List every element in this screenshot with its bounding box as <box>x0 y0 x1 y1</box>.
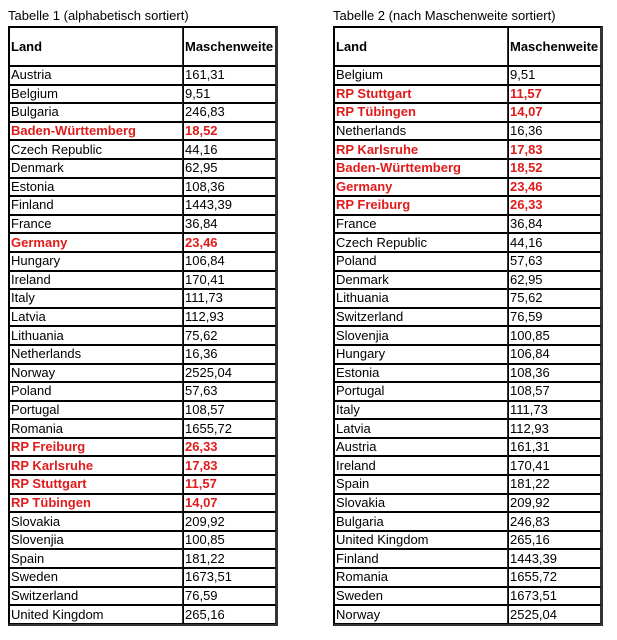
cell-maschenweite: 106,84 <box>183 252 276 271</box>
cell-maschenweite: 17,83 <box>508 140 601 159</box>
cell-land: Germany <box>9 233 183 252</box>
cell-maschenweite: 108,36 <box>183 178 276 197</box>
cell-land: Lithuania <box>9 326 183 345</box>
cell-maschenweite: 100,85 <box>508 326 601 345</box>
cell-maschenweite: 23,46 <box>508 178 601 197</box>
cell-land: Poland <box>334 252 508 271</box>
cell-land: Italy <box>9 289 183 308</box>
cell-maschenweite: 111,73 <box>508 401 601 420</box>
cell-land: Netherlands <box>9 345 183 364</box>
table-row <box>9 587 276 606</box>
cell-maschenweite: 62,95 <box>508 271 601 290</box>
cell-maschenweite: 17,83 <box>183 456 276 475</box>
cell-maschenweite: 9,51 <box>183 85 276 104</box>
cell-maschenweite: 112,93 <box>508 419 601 438</box>
cell-maschenweite: 170,41 <box>508 456 601 475</box>
cell-land: Norway <box>9 364 183 383</box>
table-row <box>9 178 276 197</box>
cell-land: Spain <box>334 475 508 494</box>
cell-land: RP Stuttgart <box>334 85 508 104</box>
table-row <box>9 364 276 383</box>
cell-maschenweite: 75,62 <box>508 289 601 308</box>
cell-land: Romania <box>334 568 508 587</box>
cell-maschenweite: 181,22 <box>183 549 276 568</box>
table-row <box>9 326 276 345</box>
cell-maschenweite: 246,83 <box>183 103 276 122</box>
table-row <box>334 549 601 568</box>
cell-land: Estonia <box>334 364 508 383</box>
table-row <box>9 531 276 550</box>
cell-land: Baden-Württemberg <box>334 159 508 178</box>
table-row <box>9 140 276 159</box>
cell-land: Ireland <box>9 271 183 290</box>
table-body <box>9 66 276 624</box>
cell-land: Slovakia <box>9 512 183 531</box>
cell-maschenweite: 1655,72 <box>183 419 276 438</box>
table-row <box>9 159 276 178</box>
table-row <box>334 605 601 624</box>
table-row <box>9 382 276 401</box>
table-row <box>9 345 276 364</box>
mesh-size-table-alphabetical <box>8 26 278 626</box>
cell-land: Lithuania <box>334 289 508 308</box>
cell-maschenweite: 1673,51 <box>508 587 601 606</box>
cell-maschenweite: 161,31 <box>508 438 601 457</box>
cell-maschenweite: 44,16 <box>183 140 276 159</box>
table-sorted-block <box>333 8 603 626</box>
table-alphabetical-block <box>8 8 278 626</box>
cell-maschenweite: 16,36 <box>508 122 601 141</box>
table-row <box>334 475 601 494</box>
cell-maschenweite: 57,63 <box>508 252 601 271</box>
cell-land: Slovakia <box>334 494 508 513</box>
cell-land: Poland <box>9 382 183 401</box>
cell-maschenweite: 181,22 <box>508 475 601 494</box>
table-row <box>9 605 276 624</box>
cell-maschenweite: 108,36 <box>508 364 601 383</box>
cell-land: RP Tübingen <box>9 494 183 513</box>
cell-land: Portugal <box>9 401 183 420</box>
table-row <box>334 438 601 457</box>
table-row <box>334 122 601 141</box>
cell-land: Slovenjia <box>334 326 508 345</box>
cell-maschenweite: 16,36 <box>183 345 276 364</box>
cell-land: Bulgaria <box>9 103 183 122</box>
table-row <box>9 568 276 587</box>
table-row-highlighted <box>334 196 601 215</box>
cell-maschenweite: 11,57 <box>183 475 276 494</box>
cell-land: Germany <box>334 178 508 197</box>
table-row-highlighted <box>334 159 601 178</box>
cell-maschenweite: 112,93 <box>183 308 276 327</box>
cell-maschenweite: 209,92 <box>508 494 601 513</box>
cell-maschenweite: 14,07 <box>508 103 601 122</box>
cell-land: Switzerland <box>334 308 508 327</box>
cell-land: Denmark <box>9 159 183 178</box>
cell-maschenweite: 1443,39 <box>183 196 276 215</box>
table-row-highlighted <box>9 475 276 494</box>
table-row <box>9 215 276 234</box>
cell-land: RP Freiburg <box>9 438 183 457</box>
table-row <box>9 196 276 215</box>
table-row <box>9 549 276 568</box>
cell-land: RP Freiburg <box>334 196 508 215</box>
table-row <box>334 587 601 606</box>
cell-land: Sweden <box>9 568 183 587</box>
cell-land: RP Karlsruhe <box>334 140 508 159</box>
cell-land: RP Stuttgart <box>9 475 183 494</box>
cell-land: Austria <box>9 66 183 85</box>
cell-land: Estonia <box>9 178 183 197</box>
table-row <box>334 512 601 531</box>
column-header-land: Land <box>334 27 508 66</box>
cell-land: Denmark <box>334 271 508 290</box>
cell-maschenweite: 76,59 <box>183 587 276 606</box>
table-row <box>334 419 601 438</box>
table-row-highlighted <box>9 438 276 457</box>
table-row <box>334 382 601 401</box>
cell-land: Czech Republic <box>334 233 508 252</box>
cell-land: Czech Republic <box>9 140 183 159</box>
cell-maschenweite: 1655,72 <box>508 568 601 587</box>
table-row-highlighted <box>9 122 276 141</box>
table-row-highlighted <box>9 494 276 513</box>
cell-maschenweite: 23,46 <box>183 233 276 252</box>
table-row-highlighted <box>334 103 601 122</box>
cell-maschenweite: 1443,39 <box>508 549 601 568</box>
cell-land: Bulgaria <box>334 512 508 531</box>
cell-maschenweite: 14,07 <box>183 494 276 513</box>
column-header-maschenweite: Maschenweite <box>183 27 276 66</box>
table-row <box>334 345 601 364</box>
table-caption: Tabelle 2 (nach Maschenweite sortiert) <box>333 8 556 23</box>
cell-land: France <box>9 215 183 234</box>
cell-maschenweite: 100,85 <box>183 531 276 550</box>
table-row <box>334 308 601 327</box>
cell-maschenweite: 26,33 <box>508 196 601 215</box>
table-row <box>334 215 601 234</box>
cell-maschenweite: 209,92 <box>183 512 276 531</box>
cell-land: Hungary <box>9 252 183 271</box>
cell-land: RP Karlsruhe <box>9 456 183 475</box>
cell-maschenweite: 111,73 <box>183 289 276 308</box>
table-row <box>9 66 276 85</box>
cell-land: Sweden <box>334 587 508 606</box>
table-row <box>9 271 276 290</box>
table-row <box>334 531 601 550</box>
table-row <box>334 494 601 513</box>
table-row <box>9 401 276 420</box>
cell-maschenweite: 108,57 <box>183 401 276 420</box>
table-row <box>334 271 601 290</box>
cell-maschenweite: 2525,04 <box>508 605 601 624</box>
table-row <box>334 252 601 271</box>
cell-land: Switzerland <box>9 587 183 606</box>
cell-maschenweite: 62,95 <box>183 159 276 178</box>
cell-land: RP Tübingen <box>334 103 508 122</box>
cell-maschenweite: 9,51 <box>508 66 601 85</box>
cell-land: Belgium <box>9 85 183 104</box>
cell-maschenweite: 265,16 <box>183 605 276 624</box>
cell-maschenweite: 108,57 <box>508 382 601 401</box>
table-row <box>9 252 276 271</box>
table-row-highlighted <box>334 85 601 104</box>
table-row <box>9 419 276 438</box>
cell-land: Netherlands <box>334 122 508 141</box>
cell-land: Italy <box>334 401 508 420</box>
table-row-highlighted <box>334 140 601 159</box>
table-header-row <box>9 27 276 66</box>
cell-maschenweite: 1673,51 <box>183 568 276 587</box>
cell-land: Romania <box>9 419 183 438</box>
cell-land: Latvia <box>334 419 508 438</box>
table-row <box>9 85 276 104</box>
table-row-highlighted <box>9 456 276 475</box>
table-row <box>9 308 276 327</box>
cell-maschenweite: 18,52 <box>183 122 276 141</box>
table-caption: Tabelle 1 (alphabetisch sortiert) <box>8 8 189 23</box>
table-row <box>334 568 601 587</box>
cell-land: Hungary <box>334 345 508 364</box>
table-body <box>334 66 601 624</box>
cell-land: France <box>334 215 508 234</box>
mesh-size-table-sorted <box>333 26 603 626</box>
cell-maschenweite: 265,16 <box>508 531 601 550</box>
table-row <box>334 326 601 345</box>
column-header-land: Land <box>9 27 183 66</box>
cell-maschenweite: 18,52 <box>508 159 601 178</box>
table-row <box>334 456 601 475</box>
table-row <box>9 512 276 531</box>
cell-land: Austria <box>334 438 508 457</box>
cell-land: United Kingdom <box>9 605 183 624</box>
cell-land: Spain <box>9 549 183 568</box>
cell-land: United Kingdom <box>334 531 508 550</box>
cell-maschenweite: 36,84 <box>508 215 601 234</box>
cell-maschenweite: 11,57 <box>508 85 601 104</box>
cell-land: Belgium <box>334 66 508 85</box>
cell-maschenweite: 57,63 <box>183 382 276 401</box>
cell-maschenweite: 170,41 <box>183 271 276 290</box>
table-row <box>334 66 601 85</box>
cell-maschenweite: 36,84 <box>183 215 276 234</box>
table-row-highlighted <box>9 233 276 252</box>
cell-maschenweite: 44,16 <box>508 233 601 252</box>
cell-land: Portugal <box>334 382 508 401</box>
table-row-highlighted <box>334 178 601 197</box>
cell-land: Norway <box>334 605 508 624</box>
cell-maschenweite: 106,84 <box>508 345 601 364</box>
cell-land: Finland <box>9 196 183 215</box>
table-row <box>334 289 601 308</box>
cell-land: Ireland <box>334 456 508 475</box>
cell-maschenweite: 26,33 <box>183 438 276 457</box>
table-row <box>9 103 276 122</box>
cell-maschenweite: 75,62 <box>183 326 276 345</box>
cell-land: Latvia <box>9 308 183 327</box>
cell-land: Finland <box>334 549 508 568</box>
table-row <box>334 233 601 252</box>
column-header-maschenweite: Maschenweite <box>508 27 601 66</box>
cell-land: Slovenjia <box>9 531 183 550</box>
table-row <box>334 401 601 420</box>
table-row <box>334 364 601 383</box>
cell-land: Baden-Württemberg <box>9 122 183 141</box>
cell-maschenweite: 76,59 <box>508 308 601 327</box>
cell-maschenweite: 2525,04 <box>183 364 276 383</box>
table-header-row <box>334 27 601 66</box>
table-row <box>9 289 276 308</box>
cell-maschenweite: 246,83 <box>508 512 601 531</box>
cell-maschenweite: 161,31 <box>183 66 276 85</box>
